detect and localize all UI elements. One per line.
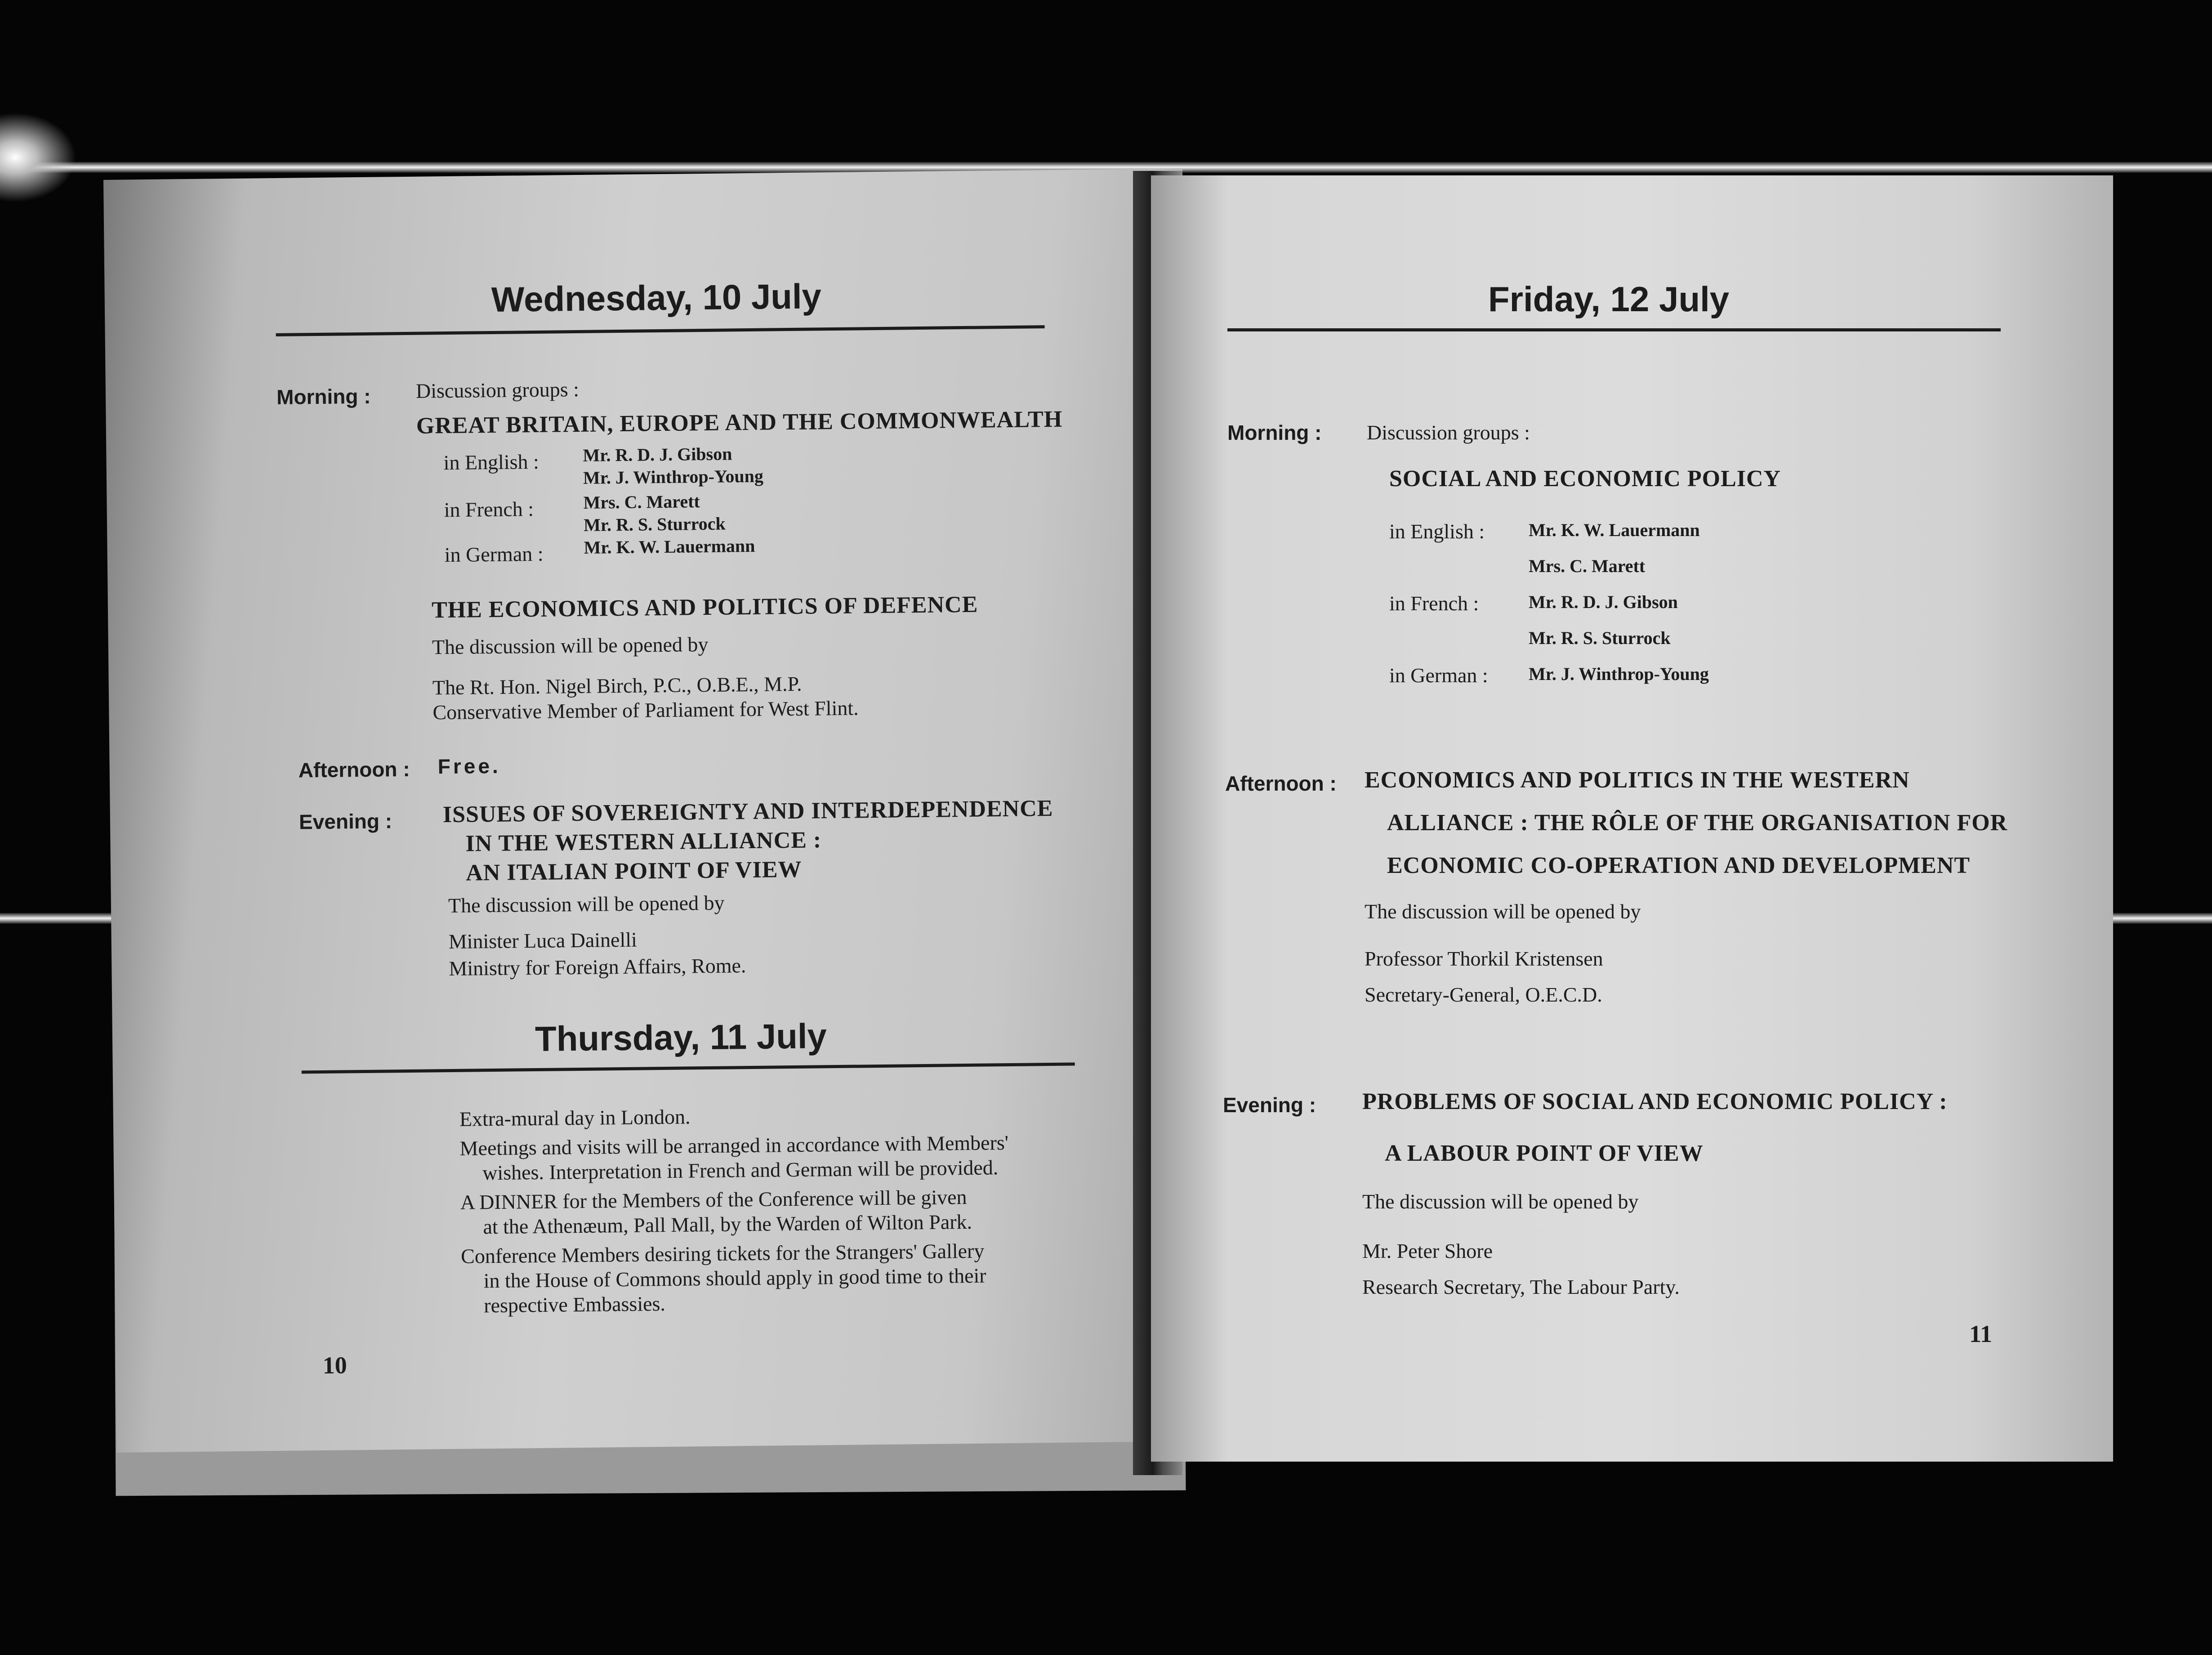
fri-afternoon-topic-3: ECONOMIC CO-OPERATION AND DEVELOPMENT [1387,853,1971,878]
wed-defence-topic: THE ECONOMICS AND POLITICS OF DEFENCE [431,591,978,623]
fri-french-1: Mr. R. D. J. Gibson [1529,592,1678,612]
fri-afternoon-label: Afternoon : [1225,772,1337,795]
fri-morning-intro: Discussion groups : [1367,421,1530,444]
fri-morning-label: Morning : [1227,421,1322,444]
wed-german-label: in German : [444,542,544,567]
thu-line-3: wishes. Interpretation in French and German will be provided. [482,1156,999,1185]
wed-french-label: in French : [444,497,534,522]
fri-german-label: in German : [1389,664,1488,687]
wed-english-2: Mr. J. Winthrop-Young [583,465,764,488]
thu-line-8: respective Embassies. [483,1292,666,1317]
wed-german-1: Mr. K. W. Lauermann [584,535,755,558]
fri-french-2: Mr. R. S. Sturrock [1529,628,1671,648]
wed-morning-topic: GREAT BRITAIN, EUROPE AND THE COMMONWEALTH [416,406,1063,439]
fri-afternoon-opened: The discussion will be opened by [1365,900,1641,923]
wed-evening-opened: The discussion will be opened by [448,891,725,917]
wed-evening-label: Evening : [299,809,392,834]
wed-defence-role: Conservative Member of Parliament for West Flint. [433,696,859,724]
thursday-rule [302,1062,1075,1074]
wed-evening-speaker: Minister Luca Dainelli [448,928,638,953]
wed-english-label: in English : [443,450,540,474]
thu-line-1: Extra-mural day in London. [459,1105,691,1131]
fri-evening-speaker: Mr. Peter Shore [1362,1239,1493,1262]
thu-line-4: A DINNER for the Members of the Conference will be given [460,1185,967,1214]
thu-line-2: Meetings and visits will be arranged in accordance with Members' [459,1131,1009,1160]
fri-afternoon-topic-2: ALLIANCE : THE RÔLE OF THE ORGANISATION FOR [1387,810,2008,836]
wed-morning-label: Morning : [276,384,371,409]
thursday-title: Thursday, 11 July [535,1016,827,1059]
fri-english-1: Mr. K. W. Lauermann [1529,520,1700,540]
fri-evening-label: Evening : [1223,1093,1316,1117]
fri-afternoon-speaker: Professor Thorkil Kristensen [1365,947,1603,970]
wed-english-1: Mr. R. D. J. Gibson [583,443,732,465]
fri-english-2: Mrs. C. Marett [1529,556,1646,576]
left-page [103,169,1196,1453]
film-glare [0,112,76,202]
fri-morning-topic: SOCIAL AND ECONOMIC POLICY [1389,466,1781,492]
fri-afternoon-topic-1: ECONOMICS AND POLITICS IN THE WESTERN [1365,767,1910,793]
wed-defence-speaker: The Rt. Hon. Nigel Birch, P.C., O.B.E., M.P. [432,672,802,699]
fri-evening-topic-1: PROBLEMS OF SOCIAL AND ECONOMIC POLICY : [1362,1089,1948,1114]
wed-evening-topic-1: ISSUES OF SOVEREIGNTY AND INTERDEPENDENCE [442,795,1053,828]
friday-title: Friday, 12 July [1488,279,1730,319]
fri-french-label: in French : [1389,592,1479,615]
wed-french-2: Mr. R. S. Sturrock [583,513,726,535]
wed-evening-role: Ministry for Foreign Affairs, Rome. [449,954,746,980]
wed-defence-opened: The discussion will be opened by [432,632,709,659]
wed-evening-topic-3: AN ITALIAN POINT OF VIEW [465,856,802,886]
wed-afternoon-text: Free. [437,754,501,778]
thu-line-5: at the Athenæum, Pall Mall, by the Warden of Wilton Park. [483,1210,972,1239]
fri-german-1: Mr. J. Winthrop-Young [1529,664,1709,684]
page-number-left: 10 [322,1351,347,1379]
fri-evening-opened: The discussion will be opened by [1362,1190,1639,1213]
fri-evening-topic-2: A LABOUR POINT OF VIEW [1385,1141,1704,1166]
page-number-right: 11 [1969,1320,1993,1347]
fri-english-label: in English : [1389,520,1485,543]
friday-rule [1227,328,2001,331]
thu-line-6: Conference Members desiring tickets for the Strangers' Gallery [460,1239,985,1268]
right-page [1151,175,2113,1462]
wednesday-rule [276,325,1045,336]
wednesday-title: Wednesday, 10 July [491,276,822,319]
wed-afternoon-label: Afternoon : [298,757,410,782]
fri-evening-role: Research Secretary, The Labour Party. [1362,1275,1680,1298]
wed-evening-topic-2: IN THE WESTERN ALLIANCE : [465,827,822,857]
wed-french-1: Mrs. C. Marett [583,491,700,513]
wed-morning-intro: Discussion groups : [415,377,580,403]
fri-afternoon-role: Secretary-General, O.E.C.D. [1365,983,1602,1006]
thu-line-7: in the House of Commons should apply in good time to their [483,1264,986,1293]
